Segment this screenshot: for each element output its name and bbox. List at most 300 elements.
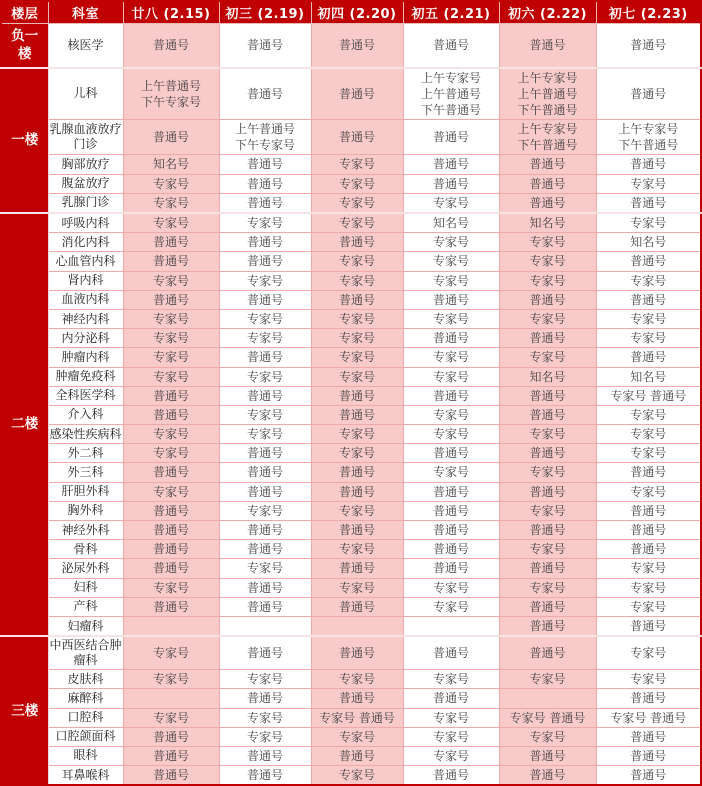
slot-cell: 专家号 xyxy=(311,578,403,597)
slot-cell: 知名号 xyxy=(403,213,499,233)
slot-cell: 专家号 xyxy=(311,271,403,290)
schedule-row xyxy=(1,463,701,482)
slot-cell: 普通号 xyxy=(219,689,311,708)
slot-cell: 专家号 xyxy=(596,670,701,689)
slot-cell: 普通号 xyxy=(123,501,219,520)
slot-cell: 普通号 xyxy=(403,155,499,174)
slot-cell: 专家号 xyxy=(403,727,499,746)
slot-cell: 专家号 普通号 xyxy=(596,386,701,405)
floor-label: 三楼 xyxy=(1,636,48,785)
slot-cell: 专家号 xyxy=(311,329,403,348)
schedule-row xyxy=(1,540,701,559)
slot-cell: 普通号 xyxy=(403,174,499,193)
slot-cell: 专家号 xyxy=(219,708,311,727)
slot-cell: 普通号 xyxy=(403,444,499,463)
date-column-header: 廿八 (2.15) xyxy=(123,1,219,24)
schedule-row xyxy=(1,252,701,271)
slot-cell: 专家号 xyxy=(219,367,311,386)
slot-cell: 普通号 xyxy=(311,386,403,405)
slot-line: 下午普通号 xyxy=(618,138,679,153)
slot-cell: 普通号 xyxy=(499,405,596,424)
schedule-row xyxy=(1,309,701,328)
slot-cell: 普通号 xyxy=(123,252,219,271)
slot-cell xyxy=(123,689,219,708)
schedule-row xyxy=(1,68,701,120)
dept-cell: 胸部放疗 xyxy=(48,155,123,174)
slot-cell: 专家号 xyxy=(219,727,311,746)
dept-cell: 核医学 xyxy=(48,24,123,68)
schedule-row xyxy=(1,367,701,386)
slot-cell: 专家号 xyxy=(123,174,219,193)
slot-cell: 专家号 xyxy=(499,252,596,271)
slot-cell: 普通号 xyxy=(123,290,219,309)
slot-cell: 专家号 xyxy=(499,670,596,689)
dept-cell: 肾内科 xyxy=(48,271,123,290)
slot-cell: 普通号 xyxy=(596,501,701,520)
slot-line: 上午专家号 xyxy=(420,70,481,85)
slot-cell: 专家号 xyxy=(499,348,596,367)
slot-cell: 专家号 xyxy=(403,746,499,765)
slot-cell: 普通号 xyxy=(219,155,311,174)
slot-cell: 专家号 xyxy=(123,636,219,670)
slot-cell: 普通号 xyxy=(596,155,701,174)
slot-line: 上午专家号 xyxy=(618,122,679,137)
slot-cell: 普通号 xyxy=(219,174,311,193)
slot-cell xyxy=(403,68,499,120)
dept-cell: 心血管内科 xyxy=(48,252,123,271)
slot-cell: 专家号 xyxy=(403,309,499,328)
dept-cell: 妇瘤科 xyxy=(48,616,123,636)
schedule-row xyxy=(1,348,701,367)
schedule-row xyxy=(1,155,701,174)
slot-cell: 普通号 xyxy=(499,482,596,501)
slot-cell: 专家号 xyxy=(596,271,701,290)
slot-cell: 普通号 xyxy=(311,463,403,482)
schedule-row xyxy=(1,559,701,578)
slot-cell: 专家号 xyxy=(403,367,499,386)
schedule-row xyxy=(1,766,701,786)
slot-cell: 普通号 xyxy=(596,290,701,309)
floor-label: 一楼 xyxy=(1,68,48,214)
slot-cell: 专家号 xyxy=(499,309,596,328)
slot-cell: 知名号 xyxy=(596,233,701,252)
dept-cell: 感染性疾病科 xyxy=(48,425,123,444)
slot-cell: 专家号 xyxy=(596,578,701,597)
slot-cell: 普通号 xyxy=(403,290,499,309)
slot-cell: 专家号 xyxy=(403,271,499,290)
slot-cell: 普通号 xyxy=(499,616,596,636)
slot-cell: 普通号 xyxy=(123,597,219,616)
dept-cell: 中西医结合肿瘤科 xyxy=(48,636,123,670)
slot-cell: 专家号 普通号 xyxy=(499,708,596,727)
slot-cell: 普通号 xyxy=(499,559,596,578)
slot-cell: 知名号 xyxy=(596,367,701,386)
slot-cell: 专家号 xyxy=(596,482,701,501)
schedule-row xyxy=(1,174,701,193)
slot-cell: 专家号 xyxy=(596,405,701,424)
slot-cell: 普通号 xyxy=(219,597,311,616)
slot-cell: 专家号 xyxy=(596,597,701,616)
slot-cell xyxy=(499,689,596,708)
slot-cell: 专家号 xyxy=(311,155,403,174)
schedule-row xyxy=(1,521,701,540)
dept-cell: 腹盆放疗 xyxy=(48,174,123,193)
slot-cell: 普通号 xyxy=(219,746,311,765)
slot-cell: 普通号 xyxy=(499,746,596,765)
slot-cell: 普通号 xyxy=(311,559,403,578)
slot-cell: 普通号 xyxy=(219,540,311,559)
slot-cell: 普通号 xyxy=(311,636,403,670)
slot-cell: 普通号 xyxy=(219,233,311,252)
slot-cell: 专家号 xyxy=(123,444,219,463)
slot-cell: 专家号 xyxy=(311,425,403,444)
dept-cell: 神经内科 xyxy=(48,309,123,328)
slot-cell: 专家号 普通号 xyxy=(596,708,701,727)
slot-cell: 普通号 xyxy=(403,120,499,155)
slot-cell: 普通号 xyxy=(219,482,311,501)
slot-cell: 普通号 xyxy=(123,521,219,540)
date-column-header: 初五 (2.21) xyxy=(403,1,499,24)
dept-cell: 消化内科 xyxy=(48,233,123,252)
slot-cell: 专家号 xyxy=(123,425,219,444)
dept-cell: 神经外科 xyxy=(48,521,123,540)
slot-cell: 专家号 xyxy=(219,559,311,578)
slot-cell: 普通号 xyxy=(219,252,311,271)
dept-cell: 肝胆外科 xyxy=(48,482,123,501)
schedule-row xyxy=(1,233,701,252)
slot-cell: 普通号 xyxy=(596,193,701,213)
floor-label: 二楼 xyxy=(1,213,48,636)
slot-cell: 专家号 xyxy=(311,309,403,328)
slot-cell: 普通号 xyxy=(403,482,499,501)
slot-cell: 普通号 xyxy=(311,233,403,252)
slot-cell: 普通号 xyxy=(311,521,403,540)
dept-cell: 皮肤科 xyxy=(48,670,123,689)
slot-cell: 普通号 xyxy=(403,329,499,348)
slot-cell: 专家号 xyxy=(403,252,499,271)
slot-cell: 知名号 xyxy=(499,213,596,233)
slot-cell: 普通号 xyxy=(596,348,701,367)
slot-cell: 普通号 xyxy=(123,386,219,405)
schedule-row xyxy=(1,670,701,689)
slot-cell: 专家号 xyxy=(123,367,219,386)
slot-cell: 普通号 xyxy=(219,68,311,120)
slot-cell: 普通号 xyxy=(499,193,596,213)
slot-cell: 知名号 xyxy=(123,155,219,174)
slot-cell xyxy=(403,616,499,636)
schedule-body xyxy=(1,24,701,786)
slot-cell: 普通号 xyxy=(596,540,701,559)
slot-cell: 专家号 xyxy=(596,636,701,670)
dept-cell: 介入科 xyxy=(48,405,123,424)
slot-cell: 专家号 xyxy=(499,425,596,444)
slot-cell: 普通号 xyxy=(403,540,499,559)
slot-cell xyxy=(123,616,219,636)
schedule-row xyxy=(1,727,701,746)
slot-cell: 普通号 xyxy=(123,727,219,746)
schedule-row xyxy=(1,24,701,68)
slot-cell: 普通号 xyxy=(403,559,499,578)
slot-cell: 普通号 xyxy=(219,348,311,367)
slot-cell: 普通号 xyxy=(219,636,311,670)
slot-cell: 专家号 xyxy=(596,559,701,578)
slot-cell: 专家号 xyxy=(311,193,403,213)
slot-cell: 普通号 xyxy=(596,689,701,708)
slot-cell: 专家号 xyxy=(499,463,596,482)
slot-cell: 普通号 xyxy=(311,24,403,68)
slot-cell: 专家号 xyxy=(596,444,701,463)
slot-cell: 普通号 xyxy=(403,501,499,520)
slot-cell: 专家号 xyxy=(123,482,219,501)
slot-cell: 专家号 xyxy=(219,670,311,689)
schedule-row xyxy=(1,578,701,597)
dept-cell: 肿瘤免疫科 xyxy=(48,367,123,386)
slot-cell xyxy=(499,68,596,120)
schedule-row xyxy=(1,444,701,463)
slot-line: 上午普通号 xyxy=(517,86,578,101)
slot-cell: 普通号 xyxy=(403,24,499,68)
slot-cell: 普通号 xyxy=(311,482,403,501)
slot-cell: 普通号 xyxy=(123,746,219,765)
slot-cell: 专家号 xyxy=(311,727,403,746)
slot-line: 下午普通号 xyxy=(517,102,578,117)
slot-cell: 普通号 xyxy=(596,24,701,68)
slot-cell: 普通号 xyxy=(596,766,701,786)
slot-cell: 专家号 xyxy=(499,540,596,559)
slot-cell xyxy=(596,120,701,155)
dept-cell: 妇科 xyxy=(48,578,123,597)
slot-cell: 专家号 xyxy=(123,193,219,213)
slot-cell: 专家号 xyxy=(219,405,311,424)
slot-cell: 知名号 xyxy=(499,367,596,386)
floor-column-header: 楼层 xyxy=(1,1,48,24)
slot-cell: 专家号 xyxy=(311,766,403,786)
schedule-row xyxy=(1,746,701,765)
slot-cell: 专家号 xyxy=(219,213,311,233)
dept-cell: 儿科 xyxy=(48,68,123,120)
slot-line: 下午专家号 xyxy=(140,94,201,109)
schedule-row xyxy=(1,120,701,155)
dept-column-header: 科室 xyxy=(48,1,123,24)
slot-cell: 普通号 xyxy=(311,120,403,155)
dept-cell: 眼科 xyxy=(48,746,123,765)
slot-cell: 专家号 xyxy=(123,708,219,727)
date-column-header: 初六 (2.22) xyxy=(499,1,596,24)
slot-cell: 普通号 xyxy=(123,405,219,424)
slot-cell: 专家号 xyxy=(403,708,499,727)
dept-cell: 全科医学科 xyxy=(48,386,123,405)
slot-cell: 专家号 xyxy=(596,213,701,233)
slot-cell: 普通号 xyxy=(403,386,499,405)
slot-cell: 专家号 xyxy=(311,670,403,689)
dept-cell: 呼吸内科 xyxy=(48,213,123,233)
dept-cell: 产科 xyxy=(48,597,123,616)
slot-cell: 普通号 xyxy=(499,329,596,348)
schedule-row xyxy=(1,425,701,444)
slot-cell: 专家号 xyxy=(403,425,499,444)
slot-cell: 专家号 xyxy=(311,348,403,367)
slot-cell: 普通号 xyxy=(123,559,219,578)
slot-cell: 专家号 xyxy=(219,501,311,520)
slot-line: 上午普通号 xyxy=(234,122,295,137)
date-column-header: 初七 (2.23) xyxy=(596,1,701,24)
floor-label: 负一楼 xyxy=(1,24,48,68)
slot-cell xyxy=(219,616,311,636)
slot-cell xyxy=(499,120,596,155)
schedule-row xyxy=(1,501,701,520)
schedule-row xyxy=(1,405,701,424)
schedule-row xyxy=(1,193,701,213)
dept-cell: 泌尿外科 xyxy=(48,559,123,578)
dept-cell: 乳腺血液放疗门诊 xyxy=(48,120,123,155)
slot-cell xyxy=(311,616,403,636)
slot-cell: 普通号 xyxy=(596,463,701,482)
slot-cell: 普通号 xyxy=(219,193,311,213)
slot-cell: 专家号 xyxy=(403,463,499,482)
slot-cell: 普通号 xyxy=(596,616,701,636)
slot-cell: 专家号 xyxy=(403,670,499,689)
slot-cell: 专家号 xyxy=(499,501,596,520)
schedule-row xyxy=(1,482,701,501)
slot-cell: 普通号 xyxy=(219,386,311,405)
slot-line: 上午专家号 xyxy=(517,70,578,85)
slot-cell: 普通号 xyxy=(123,463,219,482)
slot-cell: 普通号 xyxy=(499,766,596,786)
slot-cell: 普通号 xyxy=(219,290,311,309)
slot-cell: 普通号 xyxy=(219,24,311,68)
slot-cell: 专家号 xyxy=(311,501,403,520)
slot-cell: 专家号 xyxy=(403,405,499,424)
slot-cell: 专家号 xyxy=(403,233,499,252)
slot-cell: 专家号 xyxy=(123,271,219,290)
slot-cell: 普通号 xyxy=(499,155,596,174)
dept-cell: 麻醉科 xyxy=(48,689,123,708)
slot-cell: 专家号 xyxy=(596,425,701,444)
dept-cell: 外三科 xyxy=(48,463,123,482)
schedule-row xyxy=(1,616,701,636)
slot-cell: 普通号 xyxy=(123,120,219,155)
schedule-row xyxy=(1,689,701,708)
slot-line: 下午普通号 xyxy=(420,102,481,117)
slot-cell: 普通号 xyxy=(123,24,219,68)
slot-cell: 专家号 xyxy=(499,233,596,252)
slot-cell xyxy=(219,120,311,155)
dept-cell: 外二科 xyxy=(48,444,123,463)
slot-cell: 专家号 xyxy=(123,309,219,328)
slot-cell: 专家号 xyxy=(596,309,701,328)
slot-cell: 普通号 xyxy=(219,444,311,463)
slot-cell: 普通号 xyxy=(499,290,596,309)
slot-cell: 专家号 xyxy=(499,271,596,290)
slot-cell: 普通号 xyxy=(219,766,311,786)
slot-cell: 普通号 xyxy=(123,766,219,786)
schedule-row xyxy=(1,271,701,290)
slot-line: 下午专家号 xyxy=(234,138,295,153)
dept-cell: 肿瘤内科 xyxy=(48,348,123,367)
schedule-row xyxy=(1,636,701,670)
schedule-row xyxy=(1,213,701,233)
dept-cell: 血液内科 xyxy=(48,290,123,309)
slot-cell: 专家号 xyxy=(123,213,219,233)
slot-cell: 普通号 xyxy=(596,521,701,540)
slot-cell: 普通号 xyxy=(403,636,499,670)
slot-cell: 普通号 xyxy=(499,597,596,616)
slot-cell: 普通号 xyxy=(219,463,311,482)
slot-cell: 普通号 xyxy=(311,405,403,424)
slot-cell: 专家号 xyxy=(123,329,219,348)
dept-cell: 口腔科 xyxy=(48,708,123,727)
slot-line: 下午普通号 xyxy=(517,138,578,153)
slot-cell: 普通号 xyxy=(311,290,403,309)
slot-cell: 专家号 xyxy=(219,329,311,348)
slot-cell: 专家号 xyxy=(311,367,403,386)
schedule-row xyxy=(1,597,701,616)
slot-cell: 普通号 xyxy=(123,233,219,252)
slot-cell: 普通号 xyxy=(499,174,596,193)
slot-cell xyxy=(123,68,219,120)
schedule-row xyxy=(1,329,701,348)
slot-cell: 专家号 xyxy=(219,271,311,290)
schedule-row xyxy=(1,290,701,309)
slot-cell: 专家号 xyxy=(403,578,499,597)
slot-cell: 专家号 xyxy=(596,329,701,348)
slot-cell: 普通号 xyxy=(499,386,596,405)
slot-cell: 普通号 xyxy=(219,521,311,540)
dept-cell: 口腔颌面科 xyxy=(48,727,123,746)
slot-cell: 专家号 xyxy=(311,252,403,271)
slot-cell: 普通号 xyxy=(499,24,596,68)
dept-cell: 内分泌科 xyxy=(48,329,123,348)
header-row xyxy=(1,1,701,24)
slot-cell: 普通号 xyxy=(311,68,403,120)
slot-cell: 普通号 xyxy=(123,540,219,559)
slot-cell: 普通号 xyxy=(219,578,311,597)
dept-cell: 乳腺门诊 xyxy=(48,193,123,213)
slot-cell: 专家号 xyxy=(403,348,499,367)
slot-cell: 专家号 xyxy=(311,444,403,463)
slot-cell: 普通号 xyxy=(499,636,596,670)
slot-cell: 专家号 xyxy=(123,348,219,367)
slot-cell: 普通号 xyxy=(596,727,701,746)
date-column-header: 初四 (2.20) xyxy=(311,1,403,24)
slot-cell: 专家号 xyxy=(311,213,403,233)
slot-cell: 专家号 xyxy=(123,670,219,689)
dept-cell: 耳鼻喉科 xyxy=(48,766,123,786)
slot-cell: 专家号 xyxy=(596,174,701,193)
slot-cell: 普通号 xyxy=(403,521,499,540)
slot-cell: 专家号 xyxy=(311,174,403,193)
slot-cell: 专家号 xyxy=(403,597,499,616)
slot-line: 上午专家号 xyxy=(517,122,578,137)
slot-cell: 普通号 xyxy=(499,444,596,463)
slot-cell: 普通号 xyxy=(403,766,499,786)
slot-cell: 普通号 xyxy=(311,689,403,708)
slot-cell: 专家号 xyxy=(311,540,403,559)
slot-cell: 普通号 xyxy=(499,521,596,540)
slot-cell: 普通号 xyxy=(311,746,403,765)
slot-line: 上午普通号 xyxy=(140,78,201,93)
slot-cell: 普通号 xyxy=(311,597,403,616)
date-column-header: 初三 (2.19) xyxy=(219,1,311,24)
slot-cell: 普通号 xyxy=(596,252,701,271)
dept-cell: 骨科 xyxy=(48,540,123,559)
slot-cell: 专家号 xyxy=(219,425,311,444)
slot-cell: 普通号 xyxy=(596,746,701,765)
slot-cell: 专家号 xyxy=(403,193,499,213)
slot-cell: 普通号 xyxy=(596,68,701,120)
slot-cell: 专家号 普通号 xyxy=(311,708,403,727)
slot-line: 上午普通号 xyxy=(420,86,481,101)
